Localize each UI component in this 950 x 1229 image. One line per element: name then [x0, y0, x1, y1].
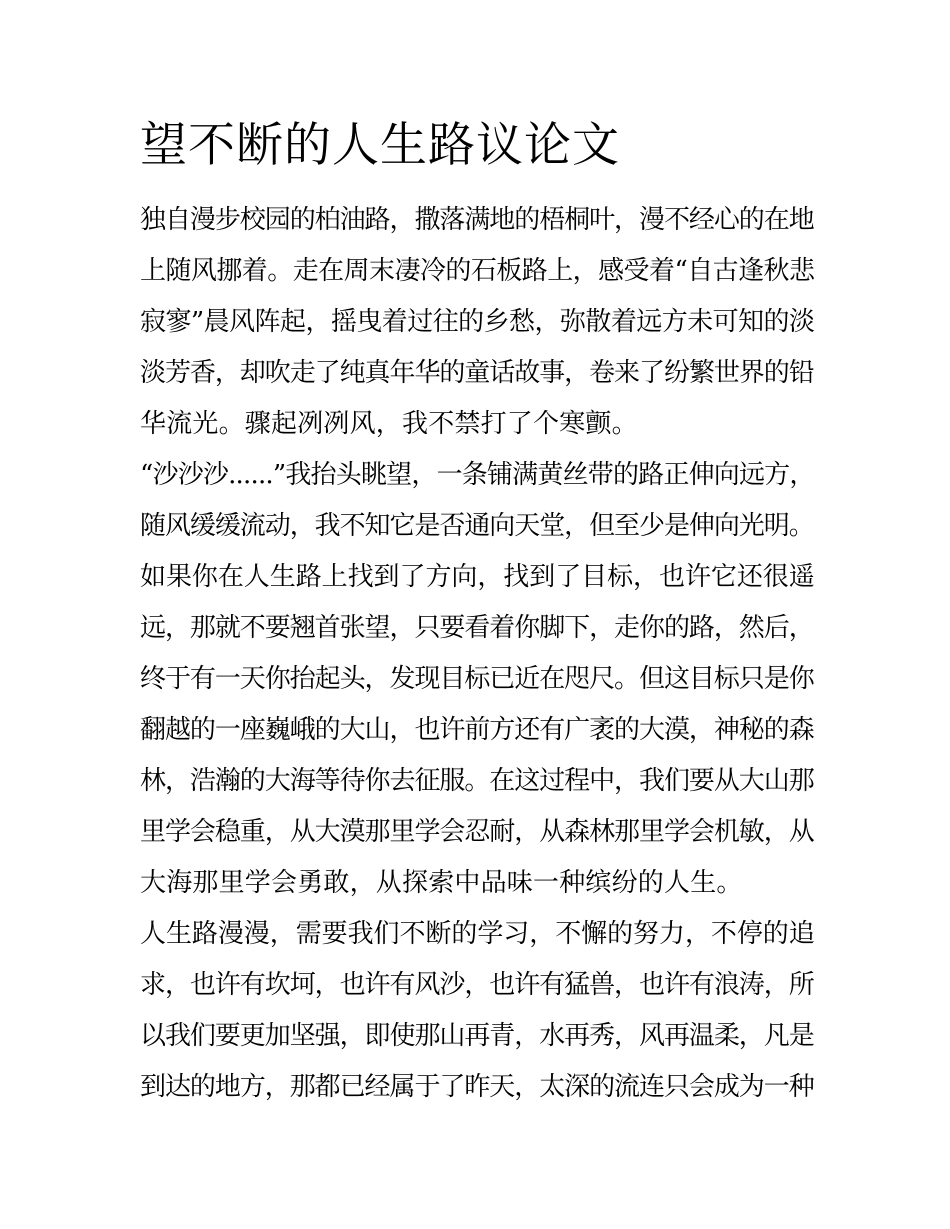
body-line-2: 上随风挪着。走在周末凄冷的石板路上，感受着“自古逢秋悲: [140, 256, 815, 286]
body-line-7: 随风缓缓流动，我不知它是否通向天堂，但至少是伸向光明。: [140, 511, 814, 541]
body-line-9: 远，那就不要翘首张望，只要看着你脚下，走你的路，然后，: [140, 613, 814, 643]
body-line-17: 以我们要更加坚强，即使那山再青，水再秀，风再温柔，凡是: [140, 1021, 814, 1051]
document-title: 望不断的人生路议论文: [140, 118, 620, 173]
body-line-16: 求，也许有坎坷，也许有风沙，也许有猛兽，也许有浪涛，所: [140, 970, 814, 1000]
body-line-10: 终于有一天你抬起头，发现目标已近在咫尺。但这目标只是你: [140, 664, 814, 694]
body-line-11: 翻越的一座巍峨的大山，也许前方还有广袤的大漠，神秘的森: [140, 715, 814, 745]
body-line-8: 如果你在人生路上找到了方向，找到了目标，也许它还很遥: [140, 562, 815, 592]
body-line-12: 林，浩瀚的大海等待你去征服。在这过程中，我们要从大山那: [140, 766, 814, 796]
body-line-14: 大海那里学会勇敢，从探索中品味一种缤纷的人生。: [140, 868, 743, 898]
body-line-6: “沙沙沙......”我抬头眺望，一条铺满黄丝带的路正伸向远方，: [140, 460, 815, 490]
body-line-5: 华流光。骤起冽冽风，我不禁打了个寒颤。: [140, 409, 638, 439]
body-line-4: 淡芳香，却吹走了纯真年华的童话故事，卷来了纷繁世界的铅: [140, 358, 814, 388]
body-line-3: 寂寥”晨风阵起，摇曳着过往的乡愁，弥散着远方未可知的淡: [140, 307, 815, 337]
body-line-18: 到达的地方，那都已经属于了昨天，太深的流连只会成为一种: [140, 1072, 814, 1102]
body-line-1: 独自漫步校园的柏油路，撒落满地的梧桐叶，漫不经心的在地: [140, 205, 814, 235]
body-line-13: 里学会稳重，从大漠那里学会忍耐，从森林那里学会机敏，从: [140, 817, 814, 847]
body-line-15: 人生路漫漫，需要我们不断的学习，不懈的努力，不停的追: [140, 919, 815, 949]
